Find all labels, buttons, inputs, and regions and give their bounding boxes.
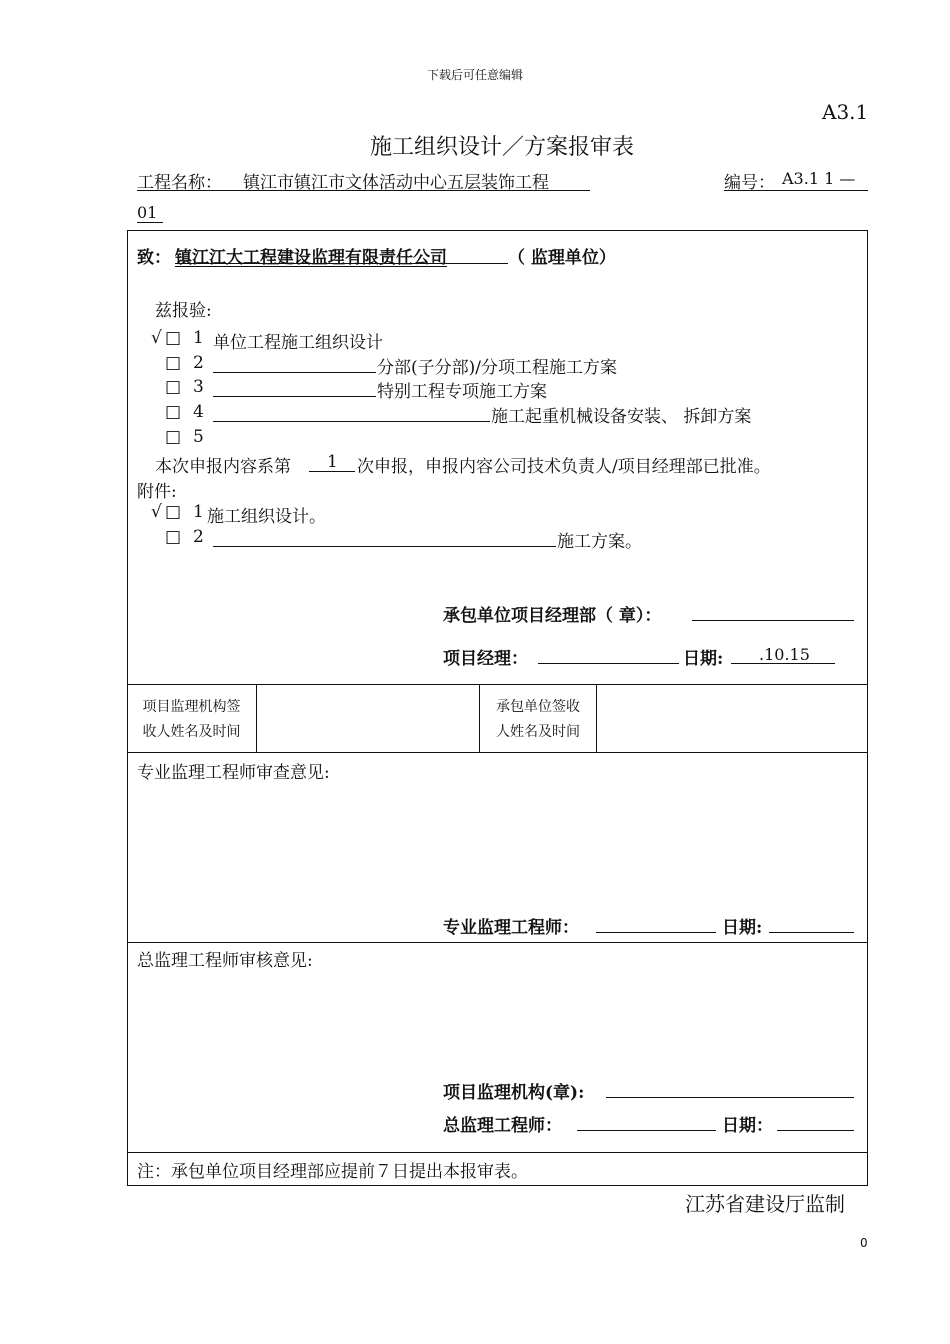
checkbox-icon[interactable]: □ — [165, 377, 182, 397]
checkbox-icon[interactable]: □ — [165, 502, 182, 522]
contractor-dept-sign-line[interactable] — [692, 620, 854, 621]
footer-org: 江苏省建设厅监制 — [685, 1192, 845, 1216]
contractor-date-underline — [731, 663, 835, 664]
project-name-label: 工程名称： — [137, 173, 222, 193]
contractor-date-label: 日期: — [683, 649, 724, 669]
supervisor-receipt-label-2: 收人姓名及时间 — [142, 724, 241, 740]
supervisor-receipt-label-1: 项目监理机构签 — [142, 699, 241, 715]
report-suffix: 次申报，申报内容公司技术负责人/项目经理部已批准。 — [357, 457, 771, 477]
project-number-cont: 01 — [137, 203, 158, 222]
item-text: 单位工程施工组织设计 — [213, 333, 383, 353]
engineer-sign-line[interactable] — [596, 932, 716, 933]
receipt-col-divider-2 — [479, 684, 480, 752]
attachment-blank-line — [213, 546, 556, 547]
chief-engineer-label: 总监理工程师： — [443, 1116, 562, 1136]
table-top-border — [127, 230, 868, 231]
chief-date-line[interactable] — [777, 1130, 854, 1131]
report-prefix: 本次申报内容系第 — [155, 457, 291, 477]
contractor-receipt-field[interactable] — [597, 685, 866, 751]
item-number: 1 — [193, 328, 204, 348]
to-label: 致： — [137, 248, 171, 268]
attachments-label: 附件: — [137, 482, 177, 502]
note-text: 注：承包单位项目经理部应提前７日提出本报审表。 — [137, 1162, 528, 1182]
attachment-text: 施工组织设计。 — [207, 507, 326, 527]
item-number: 2 — [193, 353, 204, 373]
contractor-dept-label: 承包单位项目经理部（ 章）： — [443, 606, 662, 626]
engineer-review-label: 专业监理工程师审查意见: — [137, 763, 330, 783]
item-text: 分部(子分部)/分项工程施工方案 — [377, 358, 617, 378]
checkbox-icon[interactable]: □ — [165, 353, 182, 373]
row-divider-receipt-bottom — [127, 752, 868, 753]
contractor-date-value: .10.15 — [759, 645, 810, 664]
project-number-underline — [724, 190, 868, 191]
project-manager-label: 项目经理： — [443, 649, 528, 669]
to-suffix: （ 监理单位） — [508, 248, 616, 268]
checkbox-icon[interactable]: □ — [165, 402, 182, 422]
project-number-cont-underline — [137, 222, 163, 223]
to-company: 镇江江大工程建设监理有限责任公司 — [175, 248, 447, 268]
checkbox-icon[interactable]: □ — [165, 527, 182, 547]
item-blank-line — [213, 396, 376, 397]
item-number: 4 — [193, 402, 204, 422]
intro-text: 兹报验: — [155, 301, 212, 321]
supervision-org-label: 项目监理机构(章): — [443, 1083, 585, 1103]
form-code: A3.1 — [822, 100, 869, 124]
contractor-receipt-label-2: 人姓名及时间 — [496, 724, 580, 740]
project-manager-sign-line[interactable] — [538, 663, 679, 664]
page-title: 施工组织设计／方案报审表 — [369, 135, 634, 160]
item-text: 特别工程专项施工方案 — [377, 382, 547, 402]
header-note: 下载后可任意编辑 — [426, 68, 523, 82]
project-name-value: 镇江市镇江市文体活动中心五层装饰工程 — [243, 173, 549, 193]
report-count: 1 — [327, 452, 338, 472]
project-number-label: 编号： — [724, 173, 775, 193]
item-number: 3 — [193, 377, 204, 397]
attachment-number: 1 — [193, 502, 204, 522]
checkmark-icon: √ — [151, 502, 162, 522]
item-blank-line — [213, 421, 490, 422]
row-divider-note-top — [127, 1152, 868, 1153]
engineer-date-line[interactable] — [769, 932, 854, 933]
page-number: 0 — [860, 1236, 868, 1250]
project-number-value: A3.1 1 — — [782, 169, 856, 188]
row-divider-chief-top — [127, 942, 868, 943]
checkbox-icon[interactable]: □ — [165, 328, 182, 348]
supervision-org-sign-line[interactable] — [606, 1097, 854, 1098]
chief-date-label: 日期： — [722, 1116, 773, 1136]
chief-engineer-sign-line[interactable] — [577, 1130, 716, 1131]
item-blank-line — [213, 372, 376, 373]
engineer-sign-label: 专业监理工程师： — [443, 918, 579, 938]
project-name-underline — [137, 190, 590, 191]
supervisor-receipt-field[interactable] — [257, 685, 478, 751]
attachment-text: 施工方案。 — [557, 532, 642, 552]
checkbox-icon[interactable]: □ — [165, 427, 182, 447]
item-text: 施工起重机械设备安装、 拆卸方案 — [491, 407, 752, 427]
report-count-underline — [309, 471, 355, 472]
engineer-date-label: 日期: — [722, 918, 763, 938]
to-company-underline — [175, 263, 508, 264]
table-right-border — [867, 230, 868, 1185]
table-bottom-border — [127, 1185, 868, 1186]
attachment-number: 2 — [193, 527, 204, 547]
contractor-receipt-label-1: 承包单位签收 — [496, 699, 580, 715]
item-number: 5 — [193, 427, 204, 447]
checkmark-icon: √ — [151, 328, 162, 348]
chief-review-label: 总监理工程师审核意见: — [137, 951, 313, 971]
